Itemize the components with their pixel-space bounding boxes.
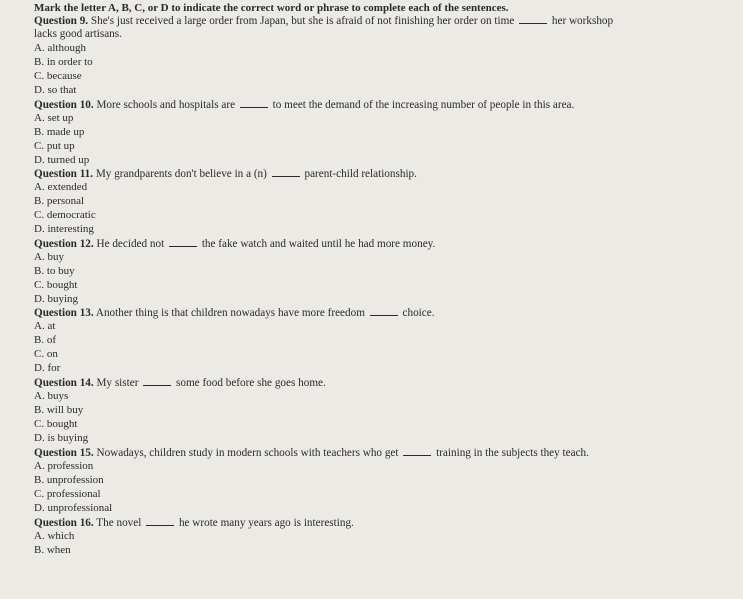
question-label: Question 12. (34, 238, 94, 250)
question-text-before: Another thing is that children nowadays have more freedom (95, 307, 365, 319)
question-text-after: her workshop (551, 15, 614, 27)
question-10 (34, 98, 574, 112)
answer-blank (169, 237, 197, 247)
option-d: D. unprofessional (34, 502, 113, 514)
option-c: C. on (34, 348, 58, 360)
answer-blank (272, 167, 300, 177)
question-label: Question 9. (34, 15, 89, 27)
question-text-after: training in the subjects they teach. (436, 447, 589, 459)
question-text-after: parent-child relationship. (304, 168, 417, 180)
answer-blank (143, 376, 171, 386)
question-label: Question 11. (34, 168, 94, 180)
option-b: B. when (34, 544, 71, 556)
option-d: D. is buying (34, 432, 89, 444)
option-d: D. interesting (34, 223, 94, 235)
question-11 (34, 167, 417, 181)
option-a: A. set up (34, 112, 74, 124)
question-text-before: More schools and hospitals are (96, 99, 236, 111)
option-d: D. so that (34, 84, 77, 96)
question-text-before: He decided not (96, 238, 165, 250)
option-a: A. buys (34, 390, 69, 402)
question-text-after: choice. (402, 307, 435, 319)
option-d: D. turned up (34, 154, 90, 166)
question-text-before: My sister (96, 377, 139, 389)
question-label: Question 10. (34, 99, 94, 111)
option-c: C. bought (34, 279, 78, 291)
option-b: B. will buy (34, 404, 84, 416)
option-b: B. unprofession (34, 474, 104, 486)
option-d: D. for (34, 362, 61, 374)
question-label: Question 16. (34, 517, 94, 529)
question-12 (34, 237, 435, 251)
option-c: C. democratic (34, 209, 96, 221)
option-b: B. in order to (34, 56, 93, 68)
question-9-continuation: lacks good artisans. (34, 28, 122, 40)
option-a: A. although (34, 42, 86, 54)
question-13 (34, 306, 435, 320)
question-label: Question 14. (34, 377, 94, 389)
question-text-after: some food before she goes home. (176, 377, 326, 389)
option-a: A. which (34, 530, 75, 542)
answer-blank (403, 446, 431, 456)
option-a: A. extended (34, 181, 88, 193)
option-a: A. profession (34, 460, 94, 472)
question-16 (34, 516, 354, 530)
question-text-after: to meet the demand of the increasing number of people in this area. (272, 99, 575, 111)
option-a: A. buy (34, 251, 64, 263)
option-b: B. of (34, 334, 56, 346)
question-text-before: My grandparents don't believe in a (n) (95, 168, 267, 180)
question-text-before: Nowadays, children study in modern schools with teachers who get (96, 447, 399, 459)
question-text-after: he wrote many years ago is interesting. (178, 517, 354, 529)
option-c: C. bought (34, 418, 78, 430)
option-a: A. at (34, 320, 56, 332)
answer-blank (519, 14, 547, 24)
option-c: C. because (34, 70, 82, 82)
question-14 (34, 376, 326, 390)
option-b: B. personal (34, 195, 85, 207)
option-b: B. to buy (34, 265, 75, 277)
option-b: B. made up (34, 126, 85, 138)
question-9 (34, 14, 613, 28)
question-text-before: She's just received a large order from Japan, but she is afraid of not finishing her order on time (90, 15, 515, 27)
option-c: C. professional (34, 488, 101, 500)
option-d: D. buying (34, 293, 78, 305)
question-text-after: the fake watch and waited until he had more money. (201, 238, 436, 250)
option-c: C. put up (34, 140, 75, 152)
answer-blank (146, 516, 174, 526)
question-text-before: The novel (96, 517, 142, 529)
instruction-text: Mark the letter A, B, C, or D to indicate the correct word or phrase to complete each of the sentences. (34, 2, 509, 14)
question-label: Question 13. (34, 307, 94, 319)
question-label: Question 15. (34, 447, 94, 459)
answer-blank (370, 306, 398, 316)
answer-blank (240, 98, 268, 108)
question-15 (34, 446, 589, 460)
